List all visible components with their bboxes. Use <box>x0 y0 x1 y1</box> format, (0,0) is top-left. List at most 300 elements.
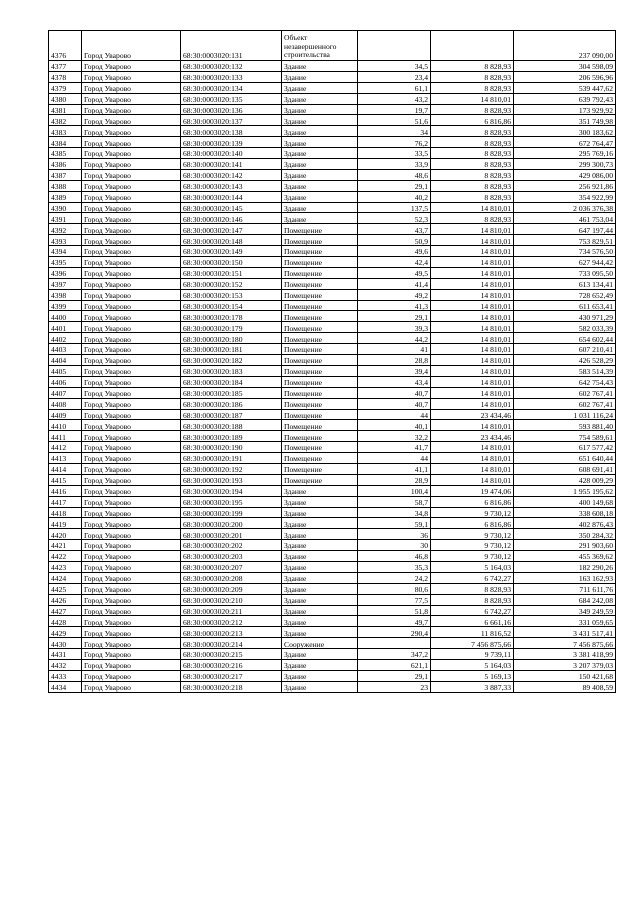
row-number-cell <box>49 191 82 202</box>
table-row <box>49 159 616 170</box>
table-row <box>49 518 616 529</box>
cadastral-value-cell-text: 3 381 418,99 <box>573 650 613 660</box>
cadastral-number-cell-text: 68:30:0003020:186 <box>183 399 243 409</box>
specific-value-cell-text: 19 474,06 <box>480 487 511 497</box>
table-row <box>49 387 616 398</box>
locality-cell <box>82 605 181 616</box>
cadastral-value-cell-text: 304 598,09 <box>578 62 613 72</box>
locality-cell <box>82 191 181 202</box>
area-cell <box>358 387 431 398</box>
cadastral-value-cell <box>514 518 616 529</box>
specific-value-cell-text: 14 810,01 <box>480 421 511 431</box>
specific-value-cell <box>431 398 514 409</box>
area-cell-text: 23,4 <box>414 73 428 83</box>
locality-cell <box>82 278 181 289</box>
table-row <box>49 431 616 442</box>
locality-cell <box>82 463 181 474</box>
area-cell-text: 34 <box>420 127 428 137</box>
specific-value-cell-text: 8 828,93 <box>484 149 511 159</box>
object-type-cell <box>282 257 358 268</box>
area-cell-text: 40,2 <box>414 192 428 202</box>
cadastral-value-cell-text: 349 249,59 <box>578 606 613 616</box>
object-type-cell <box>282 202 358 213</box>
row-number-cell-text: 4431 <box>51 650 67 660</box>
row-number-cell-text: 4404 <box>51 356 67 366</box>
cadastral-number-cell <box>181 518 282 529</box>
specific-value-cell-text: 8 828,93 <box>484 171 511 181</box>
area-cell-text: 34,8 <box>414 508 428 518</box>
cadastral-number-cell-text: 68:30:0003020:137 <box>183 116 243 126</box>
area-cell-text: 36 <box>420 530 428 540</box>
area-cell-text: 42,4 <box>414 258 428 268</box>
area-cell <box>358 551 431 562</box>
row-number-cell-text: 4406 <box>51 378 67 388</box>
object-type-cell <box>282 311 358 322</box>
specific-value-cell-text: 3 887,33 <box>484 683 511 693</box>
specific-value-cell-text: 14 810,01 <box>480 454 511 464</box>
row-number-cell-text: 4394 <box>51 247 67 257</box>
cadastral-number-cell-text: 68:30:0003020:135 <box>183 94 243 104</box>
specific-value-cell <box>431 442 514 453</box>
locality-cell-text: Город Уварово <box>84 51 131 61</box>
table-row <box>49 246 616 257</box>
specific-value-cell-text: 6 816,86 <box>484 497 511 507</box>
cadastral-value-cell <box>514 159 616 170</box>
cadastral-number-cell-text: 68:30:0003020:188 <box>183 421 243 431</box>
area-cell <box>358 431 431 442</box>
object-type-cell <box>282 572 358 583</box>
cadastral-value-cell-text: 430 971,29 <box>578 312 613 322</box>
table-row <box>49 463 616 474</box>
cadastral-value-cell <box>514 627 616 638</box>
table-row <box>49 540 616 551</box>
cadastral-value-cell <box>514 126 616 137</box>
row-number-cell <box>49 616 82 627</box>
object-type-cell <box>282 540 358 551</box>
row-number-cell-text: 4418 <box>51 508 67 518</box>
row-number-cell <box>49 529 82 540</box>
table-row <box>49 224 616 235</box>
area-cell-text: 40,7 <box>414 399 428 409</box>
object-type-cell <box>282 670 358 681</box>
cadastral-number-cell <box>181 115 282 126</box>
row-number-cell-text: 4392 <box>51 225 67 235</box>
cadastral-value-cell <box>514 235 616 246</box>
cadastral-value-cell <box>514 431 616 442</box>
row-number-cell <box>49 257 82 268</box>
area-cell-text: 49,2 <box>414 291 428 300</box>
object-type-cell-text: Помещение <box>284 389 323 399</box>
area-cell <box>358 257 431 268</box>
object-type-cell-text: Помещение <box>284 356 323 366</box>
area-cell-text: 290,4 <box>410 628 428 638</box>
table-row <box>49 627 616 638</box>
area-cell <box>358 605 431 616</box>
table-row <box>49 583 616 594</box>
cadastral-number-cell <box>181 594 282 605</box>
row-number-cell-text: 4410 <box>51 421 67 431</box>
object-type-cell-text: Здание <box>284 628 307 638</box>
row-number-cell-text: 4403 <box>51 345 67 355</box>
cadastral-number-cell-text: 68:30:0003020:211 <box>183 606 243 616</box>
locality-cell <box>82 365 181 376</box>
area-cell-text: 29,1 <box>414 312 428 322</box>
cadastral-number-cell <box>181 104 282 115</box>
area-cell <box>358 420 431 431</box>
cadastral-value-cell <box>514 463 616 474</box>
cadastral-number-cell-text: 68:30:0003020:184 <box>183 378 243 388</box>
specific-value-cell-text: 8 828,93 <box>484 160 511 170</box>
locality-cell-text: Город Уварово <box>84 182 131 192</box>
row-number-cell-text: 4427 <box>51 606 67 616</box>
cadastral-value-cell <box>514 583 616 594</box>
area-cell-text: 40,7 <box>414 389 428 399</box>
specific-value-cell-text: 6 742,27 <box>484 606 511 616</box>
specific-value-cell-text: 14 810,01 <box>480 443 511 453</box>
table-row <box>49 398 616 409</box>
cadastral-value-cell-text: 351 749,98 <box>578 116 613 126</box>
row-number-cell-text: 4398 <box>51 291 67 300</box>
cadastral-number-cell <box>181 387 282 398</box>
row-number-cell-text: 4376 <box>51 51 67 61</box>
locality-cell-text: Город Уварово <box>84 650 131 660</box>
area-cell-text: 51,8 <box>414 606 428 616</box>
specific-value-cell-text: 9 730,12 <box>484 508 511 518</box>
cadastral-value-cell <box>514 670 616 681</box>
cadastral-value-cell-text: 647 197,44 <box>578 225 613 235</box>
area-cell <box>358 159 431 170</box>
object-type-cell-text: Здание <box>284 595 307 605</box>
area-cell-text: 19,7 <box>414 105 428 115</box>
row-number-cell-text: 4386 <box>51 160 67 170</box>
specific-value-cell-text: 6 661,16 <box>484 617 511 627</box>
object-type-cell-text: Здание <box>284 519 307 529</box>
area-cell <box>358 561 431 572</box>
object-type-cell-text: Здание <box>284 672 307 682</box>
table-row <box>49 659 616 670</box>
row-number-cell <box>49 463 82 474</box>
cadastral-value-cell-text: 3 431 517,41 <box>573 628 613 638</box>
area-cell <box>358 300 431 311</box>
object-type-cell <box>282 474 358 485</box>
row-number-cell <box>49 322 82 333</box>
row-number-cell-text: 4396 <box>51 269 67 279</box>
cadastral-number-cell <box>181 126 282 137</box>
object-type-cell <box>282 551 358 562</box>
area-cell-text: 347,2 <box>410 650 428 660</box>
object-type-cell-text: Здание <box>284 606 307 616</box>
object-type-cell-text: Здание <box>284 683 307 693</box>
cadastral-number-cell-text: 68:30:0003020:201 <box>183 530 243 540</box>
area-cell <box>358 659 431 670</box>
cadastral-value-cell-text: 429 086,00 <box>578 171 613 181</box>
cadastral-number-cell <box>181 496 282 507</box>
specific-value-cell <box>431 638 514 649</box>
cadastral-number-cell <box>181 300 282 311</box>
area-cell <box>358 583 431 594</box>
locality-cell-text: Город Уварово <box>84 62 131 72</box>
row-number-cell-text: 4402 <box>51 334 67 344</box>
specific-value-cell-text: 8 828,93 <box>484 595 511 605</box>
row-number-cell <box>49 561 82 572</box>
row-number-cell-text: 4423 <box>51 563 67 573</box>
object-type-cell-text: Здание <box>284 203 307 213</box>
cadastral-value-cell-text: 300 183,62 <box>578 127 613 137</box>
object-type-cell-text: Здание <box>284 650 307 660</box>
cadastral-number-cell <box>181 71 282 82</box>
row-number-cell-text: 4383 <box>51 127 67 137</box>
specific-value-cell <box>431 235 514 246</box>
locality-cell-text: Город Уварово <box>84 552 131 562</box>
area-cell <box>358 322 431 333</box>
cadastral-value-cell <box>514 104 616 115</box>
object-type-cell-text: Помещение <box>284 258 323 268</box>
row-number-cell-text: 4397 <box>51 280 67 290</box>
area-cell <box>358 148 431 159</box>
area-cell-text: 30 <box>420 541 428 551</box>
cadastral-value-cell <box>514 442 616 453</box>
object-type-cell <box>282 583 358 594</box>
locality-cell-text: Город Уварово <box>84 236 131 246</box>
cadastral-value-cell <box>514 61 616 72</box>
cadastral-value-cell-text: 733 095,50 <box>578 269 613 279</box>
specific-value-cell <box>431 670 514 681</box>
row-number-cell <box>49 442 82 453</box>
specific-value-cell <box>431 202 514 213</box>
specific-value-cell-text: 8 828,93 <box>484 127 511 137</box>
table-row <box>49 442 616 453</box>
locality-cell-text: Город Уварово <box>84 171 131 181</box>
locality-cell-text: Город Уварово <box>84 595 131 605</box>
locality-cell <box>82 202 181 213</box>
object-type-cell-text: Помещение <box>284 269 323 279</box>
specific-value-cell <box>431 344 514 355</box>
cadastral-value-cell-text: 299 300,73 <box>578 160 613 170</box>
row-number-cell <box>49 344 82 355</box>
specific-value-cell <box>431 583 514 594</box>
locality-cell-text: Город Уварово <box>84 508 131 518</box>
table-row <box>49 257 616 268</box>
specific-value-cell <box>431 659 514 670</box>
row-number-cell <box>49 213 82 224</box>
row-number-cell-text: 4401 <box>51 323 67 333</box>
cadastral-value-cell <box>514 191 616 202</box>
object-type-cell <box>282 191 358 202</box>
cadastral-number-cell-text: 68:30:0003020:210 <box>183 595 243 605</box>
cadastral-value-cell <box>514 278 616 289</box>
cadastral-number-cell-text: 68:30:0003020:150 <box>183 258 243 268</box>
object-type-cell-text: Помещение <box>284 410 323 420</box>
row-number-cell-text: 4417 <box>51 497 67 507</box>
locality-cell-text: Город Уварово <box>84 639 131 649</box>
cadastral-number-cell-text: 68:30:0003020:214 <box>183 639 243 649</box>
row-number-cell-text: 4421 <box>51 541 67 551</box>
specific-value-cell-text: 9 730,12 <box>484 541 511 551</box>
locality-cell <box>82 289 181 300</box>
area-cell <box>358 670 431 681</box>
object-type-cell <box>282 420 358 431</box>
cadastral-value-cell <box>514 474 616 485</box>
cadastral-number-cell <box>181 474 282 485</box>
area-cell <box>358 115 431 126</box>
object-type-cell <box>282 82 358 93</box>
cadastral-value-cell-text: 402 876,43 <box>578 519 613 529</box>
specific-value-cell <box>431 572 514 583</box>
table-row <box>49 93 616 104</box>
cadastral-value-cell <box>514 572 616 583</box>
cadastral-number-cell-text: 68:30:0003020:138 <box>183 127 243 137</box>
object-type-cell-text: Здание <box>284 160 307 170</box>
cadastral-number-cell-text: 68:30:0003020:133 <box>183 73 243 83</box>
locality-cell <box>82 409 181 420</box>
cadastral-value-cell <box>514 638 616 649</box>
cadastral-number-cell-text: 68:30:0003020:213 <box>183 628 243 638</box>
area-cell-text: 49,6 <box>414 247 428 257</box>
cadastral-value-cell <box>514 649 616 660</box>
cadastral-number-cell <box>181 235 282 246</box>
specific-value-cell-text: 14 810,01 <box>480 203 511 213</box>
object-type-cell <box>282 387 358 398</box>
specific-value-cell <box>431 137 514 148</box>
cadastral-value-cell-text: 734 576,50 <box>578 247 613 257</box>
row-number-cell <box>49 453 82 464</box>
object-type-cell <box>282 398 358 409</box>
object-type-cell-text: Здание <box>284 541 307 551</box>
locality-cell-text: Город Уварово <box>84 356 131 366</box>
object-type-cell-text: Помещение <box>284 465 323 475</box>
cadastral-value-cell <box>514 681 616 692</box>
cadastral-number-cell <box>181 191 282 202</box>
locality-cell <box>82 344 181 355</box>
table-row <box>49 453 616 464</box>
specific-value-cell <box>431 463 514 474</box>
cadastral-number-cell <box>181 376 282 387</box>
specific-value-cell <box>431 82 514 93</box>
area-cell <box>358 137 431 148</box>
locality-cell-text: Город Уварово <box>84 585 131 595</box>
locality-cell-text: Город Уварово <box>84 443 131 453</box>
object-type-cell <box>282 126 358 137</box>
specific-value-cell-text: 14 810,01 <box>480 258 511 268</box>
cadastral-number-cell <box>181 365 282 376</box>
cadastral-number-cell-text: 68:30:0003020:183 <box>183 367 243 377</box>
object-type-cell-text: Объект незавершенного строительства <box>284 32 337 60</box>
area-cell <box>358 463 431 474</box>
object-type-cell-text: Здание <box>284 116 307 126</box>
row-number-cell <box>49 202 82 213</box>
cadastral-number-cell <box>181 551 282 562</box>
row-number-cell <box>49 93 82 104</box>
cadastral-value-cell-text: 711 611,76 <box>579 585 613 595</box>
cadastral-number-cell <box>181 409 282 420</box>
locality-cell-text: Город Уварово <box>84 73 131 83</box>
specific-value-cell <box>431 529 514 540</box>
table-row <box>49 31 616 61</box>
area-cell <box>358 61 431 72</box>
row-number-cell-text: 4433 <box>51 672 67 682</box>
cadastral-value-cell-text: 639 792,43 <box>578 94 613 104</box>
area-cell-text: 137,5 <box>410 203 428 213</box>
area-cell <box>358 180 431 191</box>
area-cell-text: 29,1 <box>414 672 428 682</box>
locality-cell <box>82 333 181 344</box>
area-cell-text: 39,3 <box>414 323 428 333</box>
locality-cell-text: Город Уварово <box>84 301 131 311</box>
specific-value-cell <box>431 267 514 278</box>
object-type-cell <box>282 529 358 540</box>
cadastral-value-cell <box>514 213 616 224</box>
locality-cell-text: Город Уварово <box>84 530 131 540</box>
object-type-cell <box>282 431 358 442</box>
cadastral-number-cell <box>181 605 282 616</box>
cadastral-number-cell <box>181 420 282 431</box>
object-type-cell <box>282 605 358 616</box>
object-type-cell <box>282 61 358 72</box>
row-number-cell-text: 4381 <box>51 105 67 115</box>
specific-value-cell <box>431 649 514 660</box>
cadastral-value-cell <box>514 322 616 333</box>
cadastral-number-cell <box>181 159 282 170</box>
specific-value-cell <box>431 148 514 159</box>
cadastral-value-cell <box>514 420 616 431</box>
locality-cell <box>82 224 181 235</box>
cadastral-number-cell-text: 68:30:0003020:193 <box>183 476 243 486</box>
cadastral-value-cell <box>514 246 616 257</box>
specific-value-cell-text: 14 810,01 <box>480 356 511 366</box>
locality-cell <box>82 180 181 191</box>
specific-value-cell <box>431 355 514 366</box>
area-cell-text: 51,6 <box>414 116 428 126</box>
cadastral-number-cell-text: 68:30:0003020:140 <box>183 149 243 159</box>
specific-value-cell <box>431 213 514 224</box>
cadastral-number-cell <box>181 93 282 104</box>
specific-value-cell-text: 14 810,01 <box>480 476 511 486</box>
locality-cell <box>82 398 181 409</box>
row-number-cell-text: 4405 <box>51 367 67 377</box>
cadastral-number-cell-text: 68:30:0003020:192 <box>183 465 243 475</box>
area-cell-text: 80,6 <box>414 585 428 595</box>
table-row <box>49 235 616 246</box>
row-number-cell-text: 4414 <box>51 465 67 475</box>
specific-value-cell-text: 14 810,01 <box>480 399 511 409</box>
object-type-cell-text: Здание <box>284 585 307 595</box>
locality-cell-text: Город Уварово <box>84 563 131 573</box>
cadastral-value-cell-text: 754 589,61 <box>578 432 613 442</box>
specific-value-cell-text: 8 828,93 <box>484 73 511 83</box>
specific-value-cell <box>431 453 514 464</box>
table-row <box>49 169 616 180</box>
object-type-cell-text: Здание <box>284 94 307 104</box>
locality-cell <box>82 594 181 605</box>
area-cell <box>358 485 431 496</box>
locality-cell <box>82 561 181 572</box>
locality-cell <box>82 572 181 583</box>
locality-cell-text: Город Уварово <box>84 421 131 431</box>
locality-cell-text: Город Уварово <box>84 519 131 529</box>
cadastral-value-cell <box>514 409 616 420</box>
area-cell <box>358 376 431 387</box>
cadastral-value-cell <box>514 311 616 322</box>
specific-value-cell <box>431 31 514 61</box>
locality-cell <box>82 649 181 660</box>
cadastral-number-cell-text: 68:30:0003020:136 <box>183 105 243 115</box>
cadastral-value-cell <box>514 71 616 82</box>
cadastral-number-cell-text: 68:30:0003020:153 <box>183 291 243 300</box>
table-row <box>49 71 616 82</box>
locality-cell <box>82 213 181 224</box>
row-number-cell <box>49 551 82 562</box>
cadastral-value-cell-text: 400 149,68 <box>578 497 613 507</box>
